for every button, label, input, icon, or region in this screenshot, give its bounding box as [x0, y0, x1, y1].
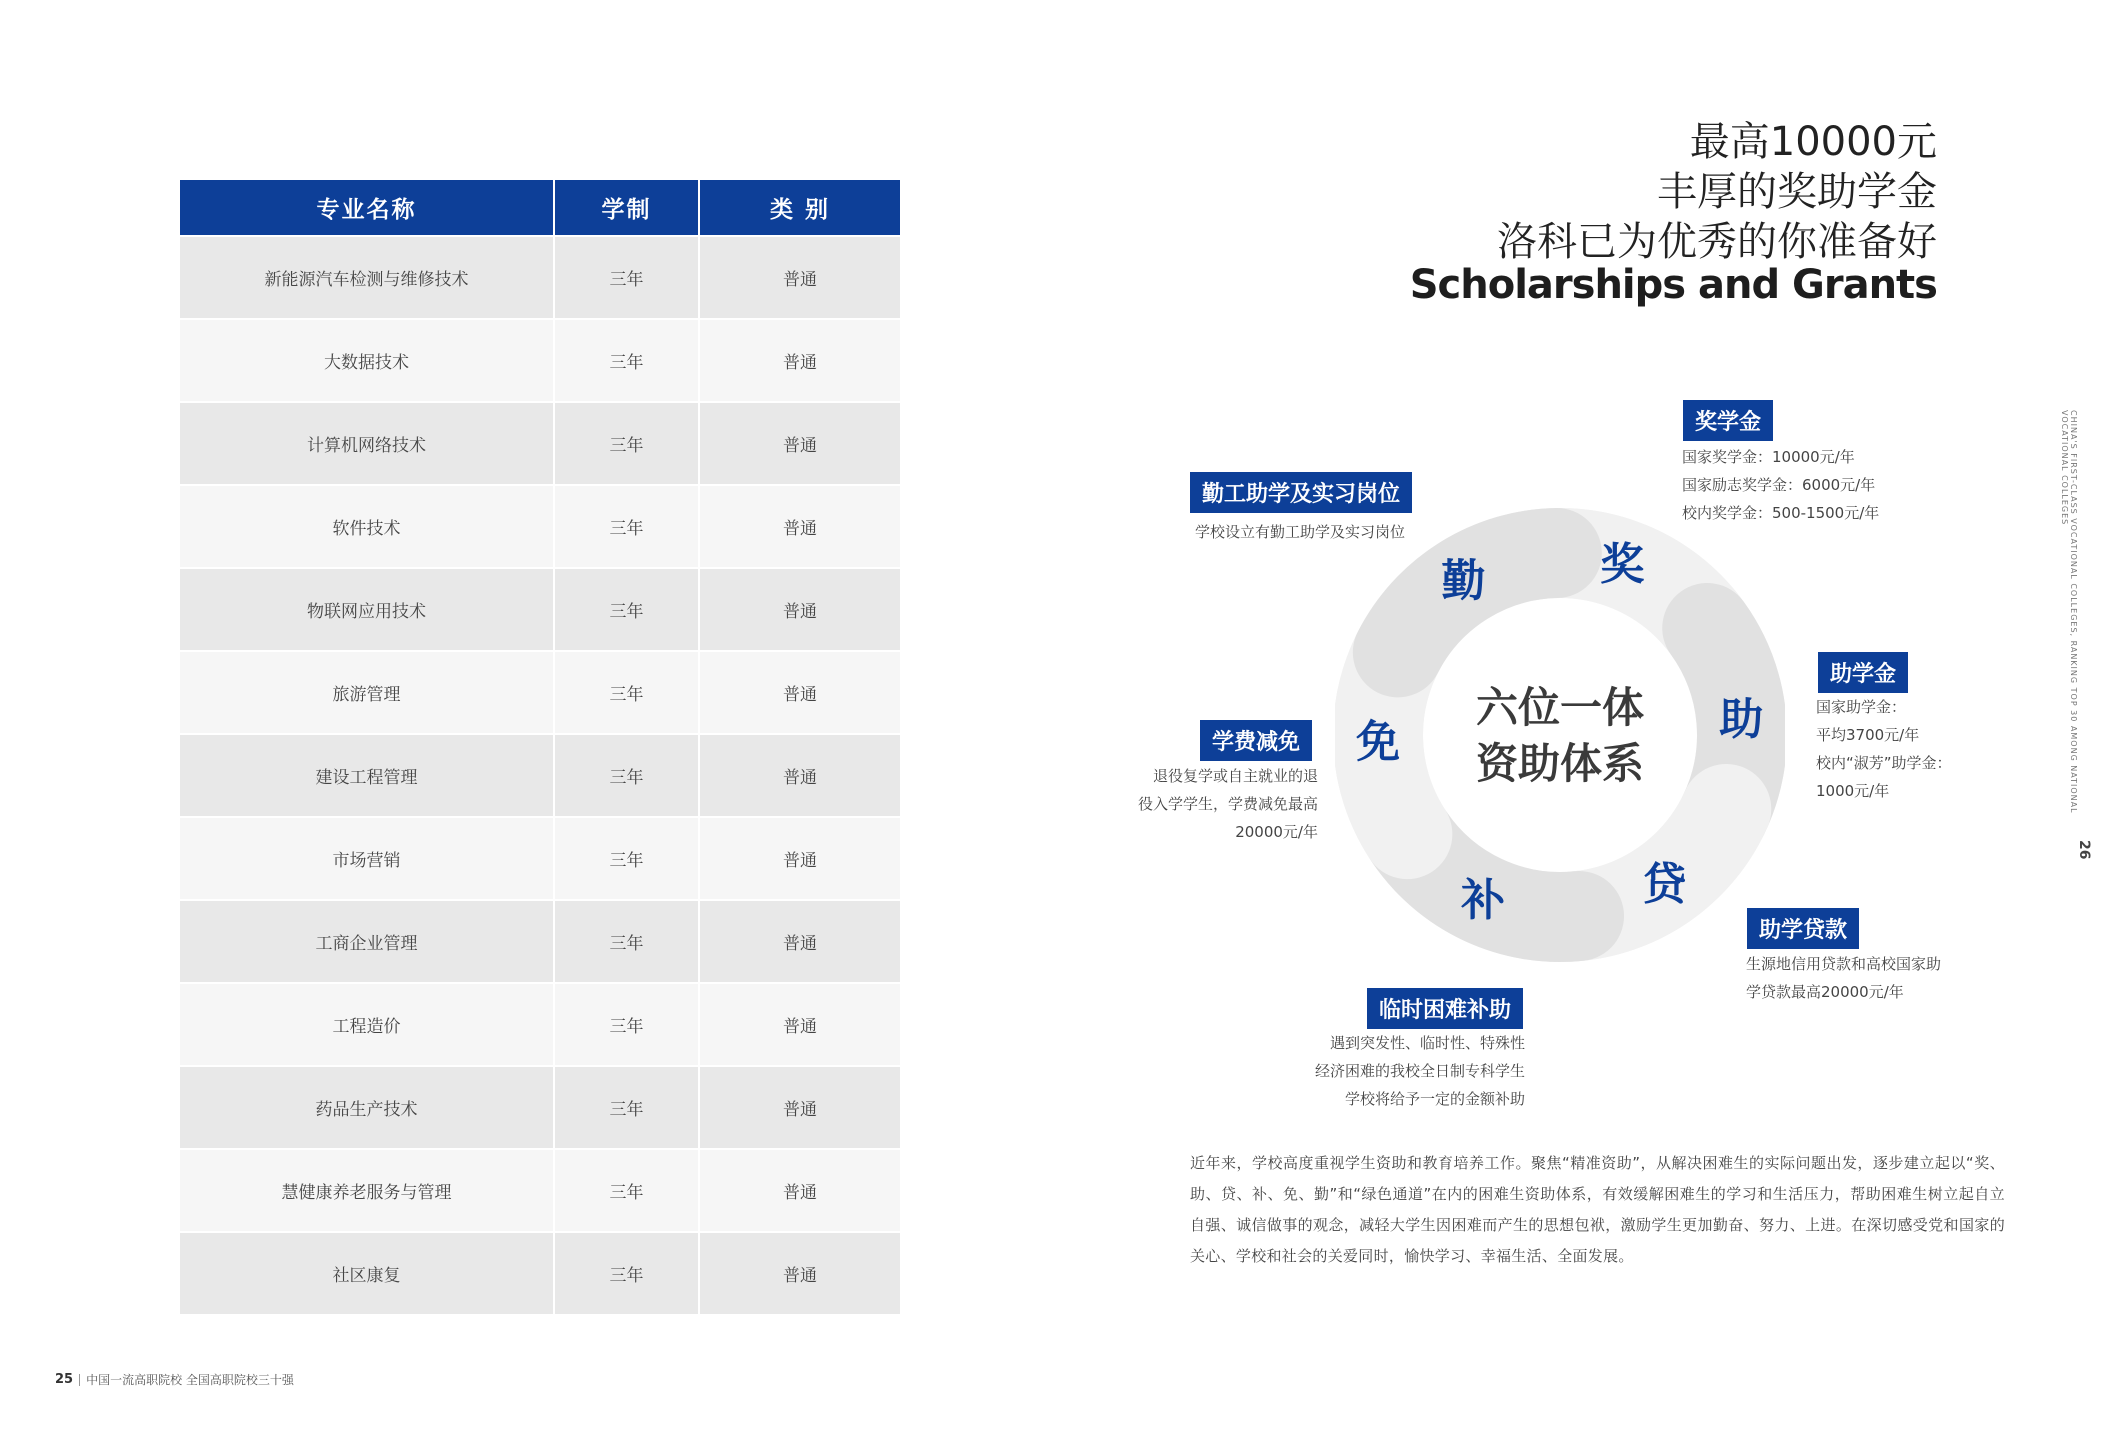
- category-cell: 普通: [700, 403, 900, 484]
- header-duration: 学制: [555, 180, 700, 235]
- scholarship-line: 校内奖学金：500-1500元/年: [1682, 504, 1880, 522]
- table-row: [180, 901, 900, 982]
- headline-amount: 最高10000元: [1689, 119, 1937, 165]
- scholarship-line: 国家励志奖学金：6000元/年: [1682, 476, 1876, 494]
- table-row: [180, 1150, 900, 1231]
- workstudy-tag: 勤工助学及实习岗位: [1190, 472, 1412, 513]
- header-category: 类 别: [700, 180, 900, 235]
- table-row: [180, 569, 900, 650]
- tuition-line: 役入学学生，学费减免最高: [1137, 795, 1318, 813]
- table-header-row: [180, 180, 900, 235]
- duration-cell: 三年: [555, 735, 700, 816]
- table-row: [180, 735, 900, 816]
- category-cell: 普通: [700, 569, 900, 650]
- table-row: [180, 486, 900, 567]
- table-row: [180, 984, 900, 1065]
- major-name-cell: 药品生产技术: [180, 1067, 555, 1148]
- ring-center-line-2: 资助体系: [1475, 739, 1645, 788]
- duration-cell: 三年: [555, 320, 700, 401]
- ring-label-waiver: 免: [1356, 716, 1401, 768]
- duration-cell: 三年: [555, 652, 700, 733]
- header-major-name: 专业名称: [180, 180, 555, 235]
- major-name-cell: 旅游管理: [180, 652, 555, 733]
- hardship-line: 学校将给予一定的金额补助: [1344, 1090, 1525, 1108]
- table-row: [180, 652, 900, 733]
- duration-cell: 三年: [555, 569, 700, 650]
- ring-center-disc: [1425, 600, 1695, 870]
- hardship-line: 遇到突发性、临时性、特殊性: [1329, 1034, 1525, 1052]
- category-cell: 普通: [700, 237, 900, 318]
- category-cell: 普通: [700, 984, 900, 1065]
- category-cell: 普通: [700, 1150, 900, 1231]
- grant-line: 校内“淑芳”助学金：: [1816, 754, 1952, 772]
- grant-line: 1000元/年: [1816, 782, 1890, 800]
- major-name-cell: 社区康复: [180, 1233, 555, 1314]
- duration-cell: 三年: [555, 1067, 700, 1148]
- tuition-line: 退役复学或自主就业的退: [1152, 767, 1318, 785]
- duration-cell: 三年: [555, 486, 700, 567]
- scholarship-line: 国家奖学金：10000元/年: [1682, 448, 1855, 466]
- side-vertical-text: CHINA'S FIRST-CLASS VOCATIONAL COLLEGES, RANKING TOP 30 AMONG NATIONAL VOCATIONAL COLLEGES: [2060, 410, 2078, 814]
- duration-cell: 三年: [555, 984, 700, 1065]
- major-table: [180, 180, 900, 1316]
- major-name-cell: 建设工程管理: [180, 735, 555, 816]
- major-name-cell: 工商企业管理: [180, 901, 555, 982]
- category-cell: 普通: [700, 1067, 900, 1148]
- workstudy-line: 学校设立有勤工助学及实习岗位: [1195, 523, 1406, 541]
- left-page-footer: [55, 1371, 294, 1388]
- ring-label-grant: 助: [1719, 694, 1764, 746]
- headline-line-2: 丰厚的奖助学金: [1657, 169, 1937, 215]
- scholarship-desc: [1682, 443, 1879, 527]
- duration-cell: 三年: [555, 901, 700, 982]
- hardship-line: 经济困难的我校全日制专科学生: [1314, 1062, 1525, 1080]
- table-row: [180, 1233, 900, 1314]
- intro-paragraph: 近年来，学校高度重视学生资助和教育培养工作。聚焦“精准资助”，从解决困难生的实际问题出发，逐步建立起以“奖、助、贷、补、免、勤”和“绿色通道”在内的困难生资助体系，有效缓解困难生的学习和生活压力，帮助困难生树立起自立自强、诚信做事的观念，减轻大学生因困难而产生的思想包袱，激励学生更加勤奋、努力、上进。在深切感受党和国家的关心、学校和社会的关爱同时，愉快学习、幸福生活、全面发展。: [1190, 1154, 2005, 1265]
- major-name-cell: 计算机网络技术: [180, 403, 555, 484]
- category-cell: 普通: [700, 1233, 900, 1314]
- duration-cell: 三年: [555, 1150, 700, 1231]
- headline-line-3: 洛科已为优秀的你准备好: [1497, 219, 1937, 265]
- ring-label-workstudy: 勤: [1441, 555, 1486, 607]
- major-name-cell: 软件技术: [180, 486, 555, 567]
- scholarship-tag: 奖学金: [1683, 400, 1773, 441]
- ring-label-scholarship: 奖: [1600, 538, 1645, 590]
- category-cell: 普通: [700, 652, 900, 733]
- duration-cell: 三年: [555, 403, 700, 484]
- left-page-number: 25: [55, 1372, 74, 1387]
- loan-line: 生源地信用贷款和高校国家助: [1746, 955, 1942, 973]
- ring-center-line-1: 六位一体: [1475, 683, 1645, 732]
- hardship-tag: 临时困难补助: [1367, 988, 1523, 1029]
- major-name-cell: 物联网应用技术: [180, 569, 555, 650]
- category-cell: 普通: [700, 735, 900, 816]
- grant-line: 国家助学金：: [1816, 698, 1907, 716]
- loan-line: 学贷款最高20000元/年: [1746, 983, 1904, 1001]
- table-row: [180, 403, 900, 484]
- tuition-line: 20000元/年: [1235, 823, 1318, 841]
- major-name-cell: 大数据技术: [180, 320, 555, 401]
- ring-label-subsidy: 补: [1461, 874, 1506, 926]
- table-row: [180, 1067, 900, 1148]
- grant-tag: 助学金: [1818, 652, 1908, 693]
- loan-desc: [1746, 950, 1941, 1006]
- category-cell: 普通: [700, 901, 900, 982]
- major-name-cell: 新能源汽车检测与维修技术: [180, 237, 555, 318]
- duration-cell: 三年: [555, 237, 700, 318]
- tuition-waiver-desc: [1138, 762, 1318, 846]
- workstudy-desc: [1195, 518, 1405, 546]
- table-row: [180, 320, 900, 401]
- right-page-number: 26: [2076, 840, 2092, 860]
- major-name-cell: 工程造价: [180, 984, 555, 1065]
- duration-cell: 三年: [555, 818, 700, 899]
- major-name-cell: 市场营销: [180, 818, 555, 899]
- grant-desc: [1816, 693, 1952, 805]
- hardship-desc: [1315, 1029, 1525, 1113]
- left-footer-text: 中国一流高职院校 全国高职院校三十强: [86, 1373, 294, 1387]
- table-row: [180, 818, 900, 899]
- duration-cell: 三年: [555, 1233, 700, 1314]
- tuition-waiver-tag: 学费减免: [1200, 720, 1312, 761]
- footer-divider: [79, 1374, 80, 1386]
- category-cell: 普通: [700, 818, 900, 899]
- funding-system-ring: [1335, 500, 1785, 970]
- category-cell: 普通: [700, 320, 900, 401]
- ring-label-loan: 贷: [1642, 859, 1687, 911]
- loan-tag: 助学贷款: [1747, 908, 1859, 949]
- grant-line: 平均3700元/年: [1816, 726, 1920, 744]
- headline-english: Scholarships and Grants: [1409, 262, 1937, 308]
- major-name-cell: 慧健康养老服务与管理: [180, 1150, 555, 1231]
- table-row: [180, 237, 900, 318]
- category-cell: 普通: [700, 486, 900, 567]
